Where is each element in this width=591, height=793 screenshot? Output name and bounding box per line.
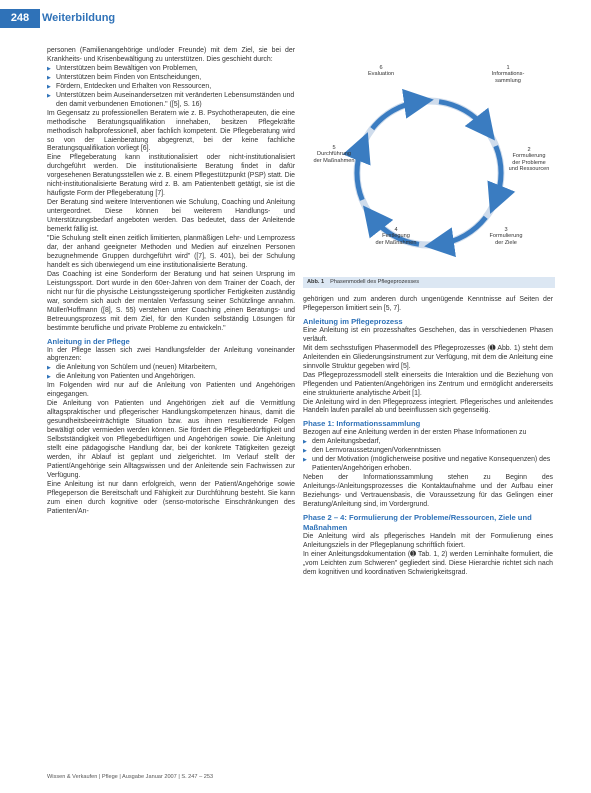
paragraph: Eine Pflegeberatung kann institutionalisiert oder nicht-institutionalisiert durchgeführt werden. Die institutionalisierte Beratung findet in dafür vorgesehenen Beratungsstellen wie z. B. einem Pflegestützpunkt (PSP) statt. Die nicht-institutionalisierte Beratung wird z. B. am Patientenbett getätigt, sie ist die häufigste Form der Pflegeberatung [7]. — [47, 154, 295, 198]
paragraph: Die Anleitung von Patienten und Angehörigen zielt auf die Vermittlung alltagspraktischer und pflegerischer Handlungskompetenzen hinaus, damit die gesundheitsbeeinträchtigte Situation bzw. aus ihnen resultierende Folgen bewältigt oder vermieden werden können. Sie fördert die Pflegebedürftigkeit und Selbstständigkeit von Pflegebedürftigen und Angehörigen sowie. Die Anleitung stellt eine pädagogische Handlung dar, bei der konkrete Tätigkeiten gezeigt werden, ihr Ablauf ist geplant und zielgerichtet. Im Verlauf stellt der Patient/Angehörige sein Alltagswissen und der Anleitende sein Fachwissen zur Verfügung. — [47, 400, 295, 479]
list-item: ▶ die Anleitung von Patienten und Angehörigen. — [47, 373, 295, 382]
paragraph: gehörigen und zum anderen durch ungenügende Kenntnisse auf Seiten der Pflegeperson limitiert sein [5, 7]. — [303, 296, 553, 312]
phase-label-1: 1 Informations- sammlung — [491, 65, 525, 84]
caption-label: Abb. 1 — [307, 279, 325, 285]
section-heading: Phase 1: Informationssammlung — [303, 419, 421, 429]
section-title: Weiterbildung — [42, 12, 116, 24]
cycle-arrows — [357, 102, 501, 245]
bullet-list — [47, 65, 295, 110]
list-item: ▶ den Lernvoraussetzungen/Vorkenntnissen — [303, 447, 553, 456]
paragraph: Der Beratung sind weitere Interventionen wie Schulung, Coaching und Anleitung untergeordnet. Diese können bei weiterem Handlungs- und Unterstützungsbedarf angeboten werden. Das bedeutet, dass der Anleitende bemerkt fällig ist. — [47, 199, 295, 234]
section-heading: Anleitung in der Pflege — [47, 336, 130, 346]
list-item: ▶ und der Motivation (möglicherweise positive und negative Konsequenzen) des Patienten/Angehörigen erhoben. — [303, 456, 553, 474]
page-header — [0, 0, 591, 28]
paragraph: Die Anleitung wird in den Pflegeprozess integriert. Pflegerisches und anleitendes Handeln laufen parallel ab und beeinflussen sich gegenseitig. — [303, 398, 553, 415]
paragraph: In einer Anleitungsdokumentation (➊ Tab. 1, 2) werden Lerninhalte formuliert, die „vom Leichten zum Schweren" gegliedert sind. Diese Hierarchie richtet sich nach dem kognitiven und koordinativen Schwierigkeitsgrad. — [303, 550, 553, 576]
figure-caption — [303, 277, 555, 288]
paragraph: In der Pflege lassen sich zwei Handlungsfelder der Anleitung voneinander abgrenzen: — [47, 346, 295, 363]
list-item: ▶ Unterstützen beim Bewältigen von Problemen, — [47, 65, 295, 74]
phase-label-6: 6 Evaluation — [367, 65, 395, 78]
right-column — [303, 296, 553, 578]
paragraph: Neben der Informationssammlung stehen zu Beginn des Anleitungs-/Anleitungsprozesses die Kontaktaufnahme und der Aufbau einer Beziehungs- und Vertrauensbasis, die Voraussetzung für das Gelingen einer Beratung/Anleitung sind, im Vordergrund. — [303, 474, 553, 509]
section-heading: Phase 2 – 4: Formulierung der Probleme/Ressourcen, Ziele und Maßnahmen — [303, 513, 532, 533]
phase-label-2: 2 Formulierung der Probleme und Ressourcen — [508, 147, 550, 173]
paragraph: "Die Schulung stellt einen zeitlich limitierten, planmäßigen Lehr- und Lernprozess dar, der anhand geeigneter Methoden und Medien auf einzelnen Personen bezugnehmende Gruppen durchgeführt wird" ([7], S. 401), bei der Schulung handelt es sich überwiegend um eine institutionalisierte Beratung. — [47, 235, 295, 269]
phase-label-5: 5 Durchführung der Maßnahmen — [313, 145, 355, 164]
paragraph: Bezogen auf eine Anleitung werden in der ersten Phase Informationen zu — [303, 429, 527, 437]
bullet-list — [47, 364, 295, 382]
paragraph: Eine Anleitung ist nur dann erfolgreich, wenn der Patient/Angehörige sowie Pflegeperson die Bereitschaft und Fähigkeit zur Durchführung besteht. Sie kann zum einen durch kognitive oder (senso-motorische Einschränkungen des Patienten/An- — [47, 480, 295, 515]
paragraph: Mit dem sechsstufigen Phasenmodell des Pflegeprozesses (➊ Abb. 1) steht dem Anleitenden ein Gliederungsinstrument zur Verfügung, mit dem die Anleitung eine sinnvolle Struktur gegeben wird [5]. — [303, 344, 553, 370]
phase-label-3: 3 Formulierung der Ziele — [489, 227, 523, 246]
caption-text: Phasenmodell des Pflegeprozesses — [330, 279, 420, 285]
page-number: 248 — [0, 9, 40, 28]
paragraph: Das Pflegeprozessmodell stellt einerseits die Interaktion und die Beziehung von Pflegenden und Patienten/Angehörigen ins Zentrum und ermöglicht andererseits eine strukturierte analytische Arbeit [1]. — [303, 371, 553, 397]
list-item: ▶ Fördern, Entdecken und Erhalten von Ressourcen, — [47, 83, 295, 92]
footer-citation: Wissen & Verkaufen | Pflege | Ausgabe Januar 2007 | S. 247 – 253 — [47, 774, 214, 780]
paragraph: Die Anleitung wird als pflegerisches Handeln mit der Formulierung eines Anleitungsziels in der Pflegeplanung schriftlich fixiert. — [303, 533, 553, 549]
list-item: ▶ Unterstützen beim Finden von Entscheidungen, — [47, 74, 295, 83]
list-item: ▶ Unterstützen beim Auseinandersetzen mit veränderten Lebensumständen und den damit verbundenen Emotionen." ([5], S. 16) — [47, 92, 295, 110]
list-item: ▶ dem Anleitungsbedarf, — [303, 438, 553, 447]
list-item: ▶ die Anleitung von Schülern und (neuen) Mitarbeitern, — [47, 364, 295, 373]
section-heading: Anleitung im Pflegeprozess — [303, 316, 403, 326]
paragraph: Eine Anleitung ist ein prozesshaftes Geschehen, das in verschiedenen Phasen verläuft. — [303, 326, 553, 343]
paragraph: Im Folgenden wird nur auf die Anleitung von Patienten und Angehörigen eingegangen. — [47, 382, 295, 399]
bullet-list — [303, 438, 553, 474]
paragraph: personen (Familienangehörige und/oder Freunde) mit dem Ziel, sie bei der Krankheits- und Krisenbewältigung zu unterstützen. Dies geschieht durch: — [47, 47, 295, 63]
process-cycle-figure — [303, 55, 555, 290]
paragraph: Im Gegensatz zu professionellen Beratern wie z. B. Psychotherapeuten, die eine methodische Beratungsqualifikation innehaben, besitzen Pflegekräfte methodisch halbprofessionell, aber fachlich kompetent. Die Pflegeberatung wird so von der Laienberatung abgegrenzt, bei der keine fachliche Beratungsqualifikation vorliegt [6]. — [47, 109, 295, 153]
left-column — [47, 47, 295, 517]
phase-label-4: 4 Festlegung der Maßnahmen — [375, 227, 417, 246]
paragraph: Das Coaching ist eine Sonderform der Beratung und hat seinen Ursprung im Leistungssport. Dort wurde in den 60er-Jahren von dem Trainer der Coach, der nicht nur für die physische Leistungssteigerung sportlicher Fertigkeiten zuständig war, sondern sich auch der mentalen Verfassung seiner Schützlinge annahm. Müller/Hoffmann ([8], S. 55) verstehen unter Coaching „einen Beratungs- und Betreuungsprozess mit dem Ziel, für den Kunden selbständig Lösungen für bestimmte berufliche und private Probleme zu entwickeln." — [47, 270, 295, 332]
